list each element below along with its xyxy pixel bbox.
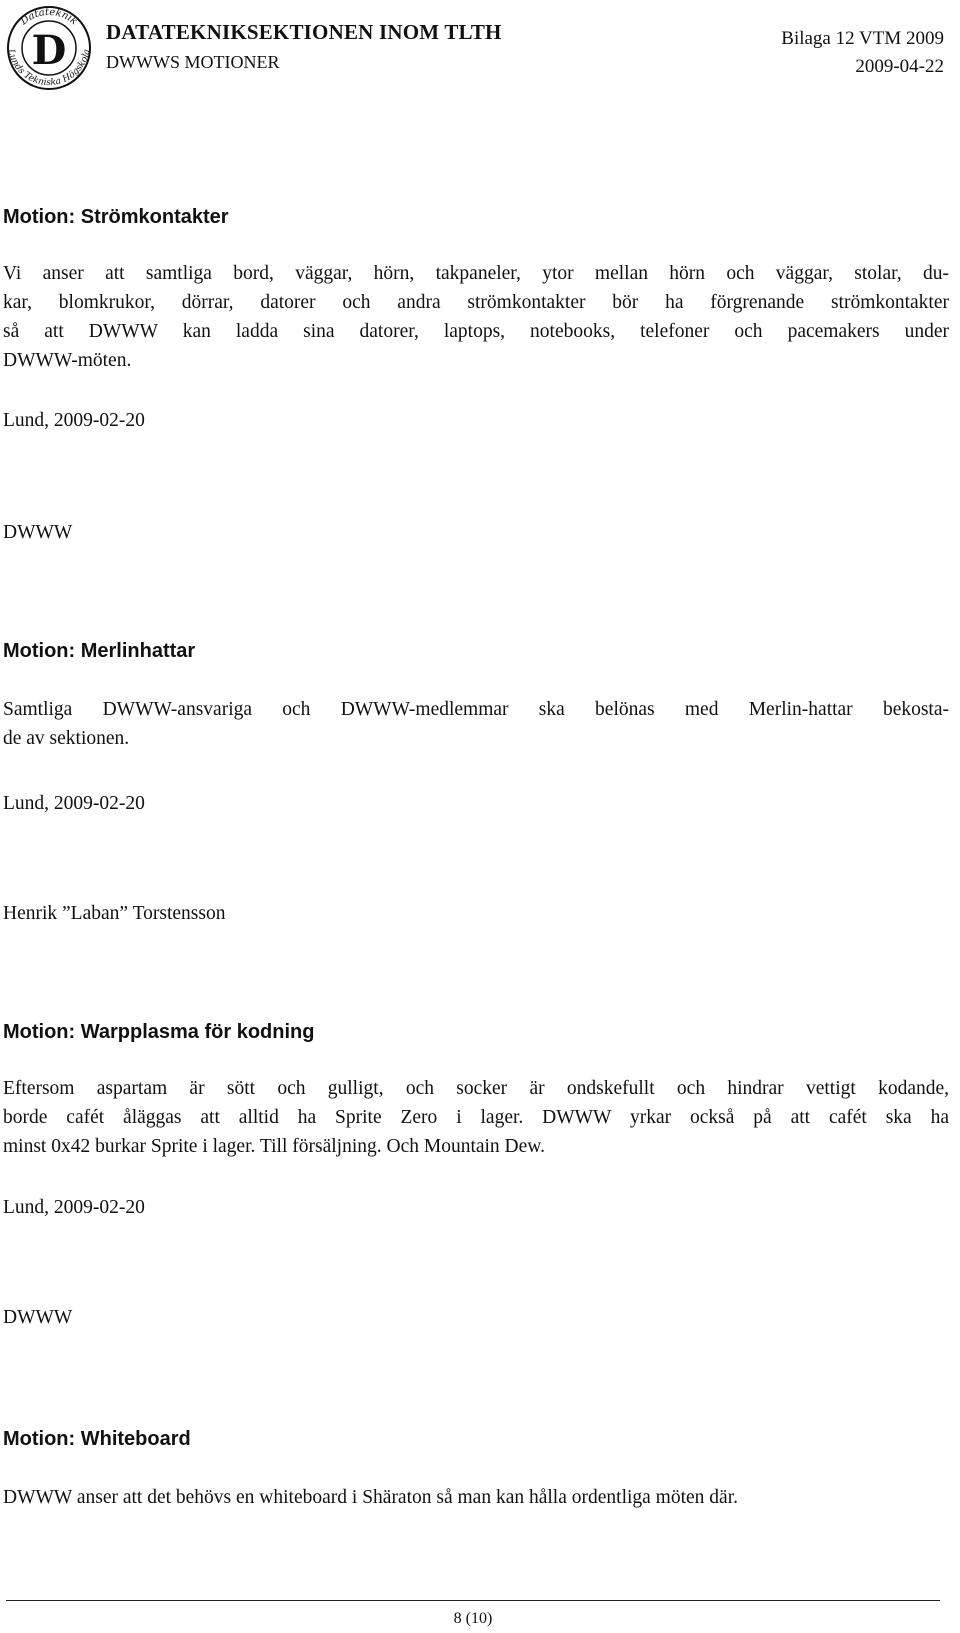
body-line: minst 0x42 burkar Sprite i lager. Till försäljning. Och Mountain Dew. bbox=[3, 1136, 545, 1157]
motion-body bbox=[3, 259, 949, 375]
motion-body bbox=[3, 1074, 949, 1161]
place-date: Lund, 2009-02-20 bbox=[3, 793, 145, 814]
body-line: borde cafét åläggas att alltid ha Sprite Zero i lager. DWWW yrkar också på att cafét ska ha bbox=[3, 1107, 949, 1128]
motion-title: Motion: Strömkontakter bbox=[3, 206, 229, 228]
body-line: DWWW anser att det behövs en whiteboard i Shäraton så man kan hålla ordentliga möten där. bbox=[3, 1487, 738, 1508]
motion-body bbox=[3, 695, 949, 753]
logo-numeral: D bbox=[31, 27, 67, 74]
body-line: de av sektionen. bbox=[3, 728, 130, 749]
header-date: 2009-04-22 bbox=[855, 56, 944, 77]
section-logo bbox=[0, 4, 98, 90]
motion-title: Motion: Merlinhattar bbox=[3, 640, 196, 662]
footer-rule bbox=[6, 1600, 940, 1601]
svg-text:Datateknik bbox=[18, 7, 79, 28]
body-line: DWWW-möten. bbox=[3, 350, 132, 371]
signature: DWWW bbox=[3, 1307, 73, 1328]
logo-top-text: Datateknik bbox=[18, 6, 80, 28]
motion-title: Motion: Warpplasma för kodning bbox=[3, 1021, 315, 1043]
motion-body bbox=[3, 1483, 949, 1512]
body-line: så att DWWW kan ladda sina datorer, laptops, notebooks, telefoner och pacemakers under bbox=[3, 321, 949, 342]
organization-name: DATATEKNIKSEKTIONEN INOM TLTH bbox=[106, 20, 502, 44]
place-date: Lund, 2009-02-20 bbox=[3, 1197, 145, 1218]
body-line: Eftersom aspartam är sött och gulligt, och socker är ondskefullt och hindrar vettigt kodande, bbox=[3, 1078, 949, 1099]
page-number: 8 (10) bbox=[453, 1610, 493, 1627]
signature: DWWW bbox=[3, 522, 73, 543]
document-subtitle: DWWWS MOTIONER bbox=[106, 52, 280, 72]
body-line: Samtliga DWWW-ansvariga och DWWW-medlemmar ska belönas med Merlin-hattar bekosta- bbox=[3, 699, 949, 720]
place-date: Lund, 2009-02-20 bbox=[3, 410, 145, 431]
logo-bottom-text: Lunds Tekniska Högskola bbox=[5, 48, 93, 89]
body-line: Vi anser att samtliga bord, väggar, hörn, takpaneler, ytor mellan hörn och väggar, stolar, du- bbox=[3, 263, 949, 284]
body-line: kar, blomkrukor, dörrar, datorer och andra strömkontakter bör ha förgrenande strömkontakter bbox=[3, 292, 949, 313]
bilaga-label: Bilaga 12 VTM 2009 bbox=[781, 28, 944, 49]
signature: Henrik ”Laban” Torstensson bbox=[3, 903, 226, 924]
motion-title: Motion: Whiteboard bbox=[3, 1428, 191, 1450]
